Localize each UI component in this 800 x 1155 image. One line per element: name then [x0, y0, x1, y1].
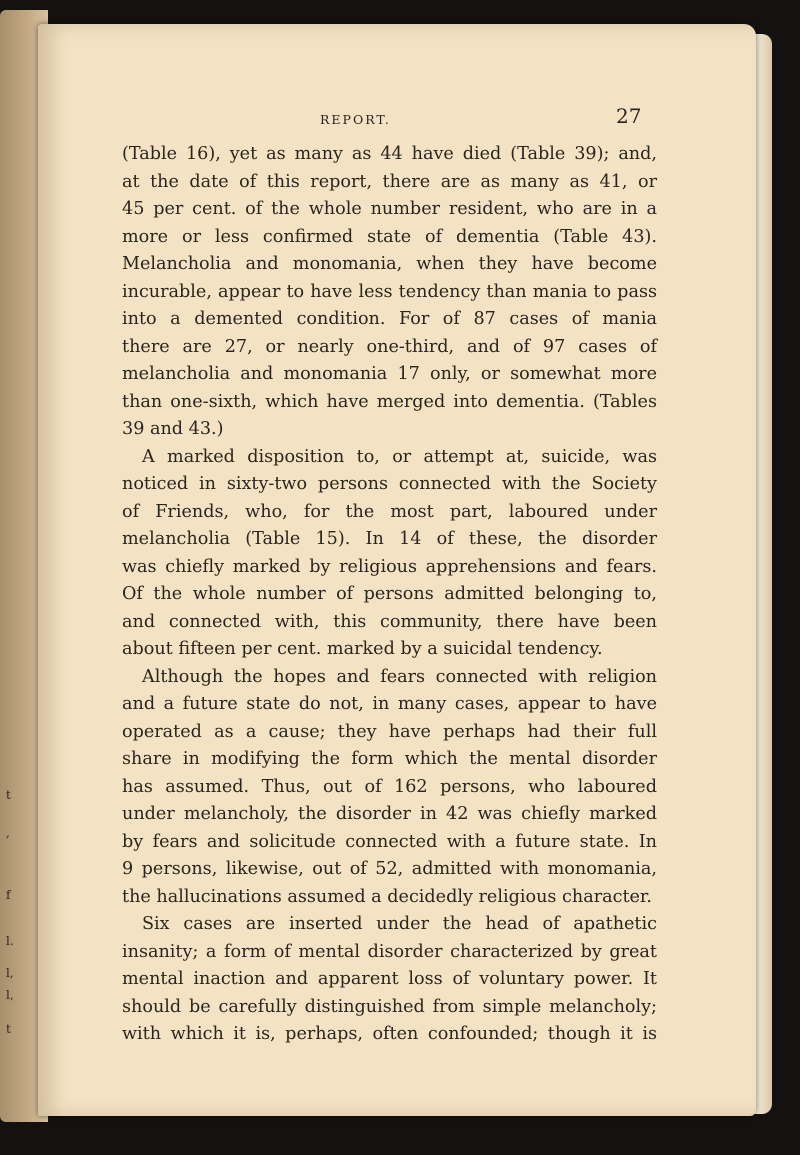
- text-line: by fears and solicitude connected with a future state. In: [122, 831, 657, 852]
- page-header: [120, 86, 660, 126]
- running-head: REPORT.: [320, 112, 391, 127]
- text-line: 39 and 43.): [122, 419, 224, 439]
- text-line: the hallucinations assumed a decidedly religious character.: [122, 886, 653, 907]
- text-line: Melancholia and monomania, when they have become: [122, 254, 657, 274]
- text-line: incurable, appear to have less tendency than mania to pass: [122, 281, 657, 302]
- text-line: (Table 16), yet as many as 44 have died (Table 39); and,: [122, 144, 657, 164]
- text-line: about fifteen per cent. marked by a suicidal tendency.: [122, 639, 603, 659]
- text-line: A marked disposition to, or attempt at, suicide, was: [142, 446, 657, 467]
- text-line: noticed in sixty-two persons connected with the Society: [122, 474, 657, 494]
- text-line: has assumed. Thus, out of 162 persons, who laboured: [122, 776, 657, 797]
- margin-mark: l,: [6, 966, 14, 980]
- text-line: and a future state do not, in many cases, appear to have: [122, 694, 657, 714]
- margin-mark: ,: [6, 826, 10, 840]
- text-line: Although the hopes and fears connected with religion: [142, 666, 657, 687]
- text-line: and connected with, this community, there have been: [122, 611, 657, 632]
- text-line: should be carefully distinguished from simple melancholy;: [122, 996, 657, 1017]
- text-line: there are 27, or nearly one-third, and of 97 cases of: [122, 336, 657, 357]
- text-line: more or less confirmed state of dementia (Table 43).: [122, 226, 657, 247]
- margin-mark: l.: [6, 934, 14, 948]
- text-line: 9 persons, likewise, out of 52, admitted with monomania,: [122, 859, 657, 879]
- margin-mark: f: [6, 888, 11, 902]
- text-line: insanity; a form of mental disorder characterized by great: [122, 941, 657, 962]
- text-line: was chiefly marked by religious apprehensions and fears.: [122, 556, 657, 577]
- body-text: [122, 141, 657, 1049]
- text-line: of Friends, who, for the most part, laboured under: [122, 501, 657, 522]
- text-line: melancholia and monomania 17 only, or somewhat more: [122, 364, 657, 384]
- text-line: than one-sixth, which have merged into dementia. (Tables: [122, 391, 657, 412]
- text-line: melancholia (Table 15). In 14 of these, the disorder: [122, 529, 657, 549]
- text-line: mental inaction and apparent loss of voluntary power. It: [122, 969, 657, 989]
- text-line: operated as a cause; they have perhaps had their full: [122, 721, 657, 742]
- page-number: 27: [616, 104, 642, 128]
- text-line: Six cases are inserted under the head of apathetic: [142, 914, 657, 934]
- text-line: 45 per cent. of the whole number resident, who are in a: [122, 199, 657, 219]
- text-line: into a demented condition. For of 87 cases of mania: [122, 309, 657, 329]
- text-line: with which it is, perhaps, often confounded; though it is: [122, 1024, 657, 1044]
- text-line: Of the whole number of persons admitted belonging to,: [122, 584, 657, 604]
- margin-mark: l,: [6, 988, 14, 1002]
- text-line: share in modifying the form which the mental disorder: [122, 749, 657, 769]
- margin-mark: t: [6, 1022, 11, 1036]
- margin-mark: t: [6, 788, 11, 802]
- text-line: at the date of this report, there are as many as 41, or: [122, 171, 657, 192]
- text-line: under melancholy, the disorder in 42 was chiefly marked: [122, 804, 657, 824]
